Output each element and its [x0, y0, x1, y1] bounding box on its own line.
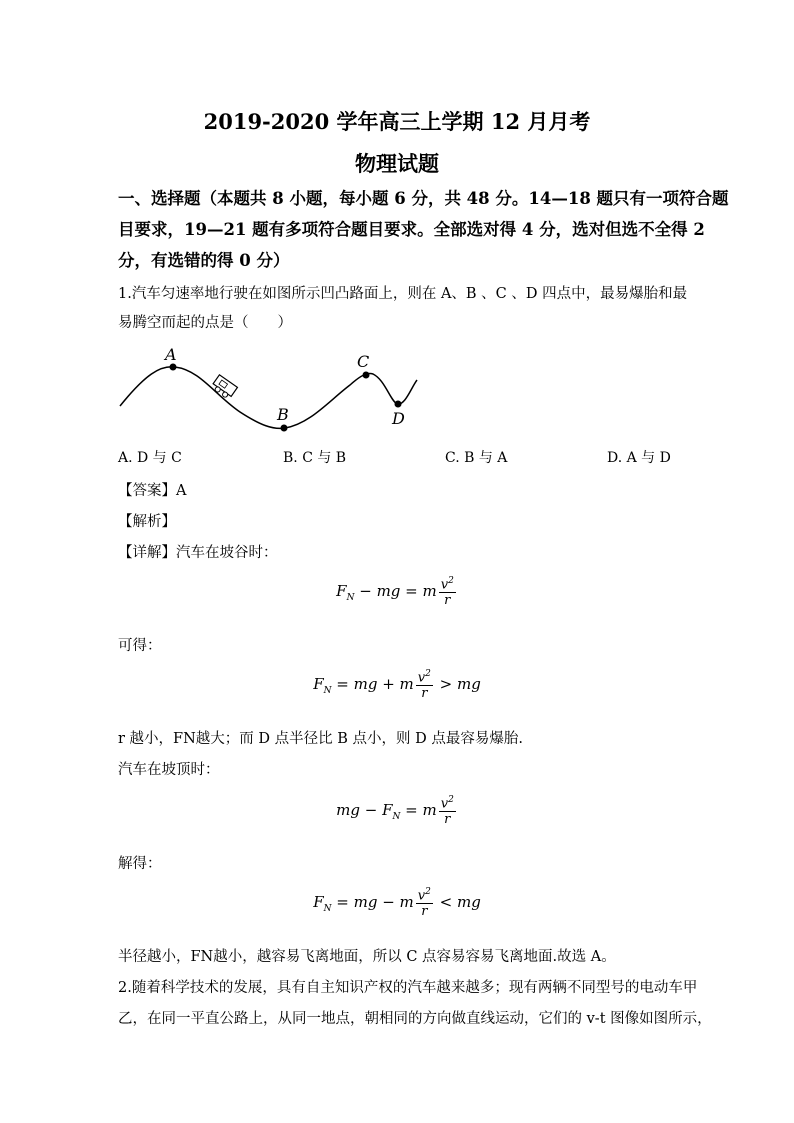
equation-4: $F_N$ = mg − m $\frac{v^2}{r}$ < mg	[313, 887, 481, 920]
page-title: 2019-2020 学年高三上学期 12 月月考	[203, 109, 591, 134]
section-heading-line-2: 目要求，19—21 题有多项符合题目要求。全部选对得 4 分，选对但选不全得 2	[118, 220, 705, 239]
q1-solve: 解得：	[118, 856, 162, 872]
q2-stem-line-1: 2.随着科学技术的发展，具有自主知识产权的汽车越来越多；现有两辆不同型号的电动车甲	[118, 980, 698, 996]
label-b: B	[277, 405, 289, 424]
point-a	[170, 364, 177, 371]
q1-stem-line-2: 易腾空而起的点是（ ）	[118, 315, 292, 331]
section-heading-line-3: 分，有选错的得 0 分）	[118, 251, 290, 270]
q1-option-d: D. A 与 D	[607, 450, 671, 466]
point-c	[363, 372, 370, 379]
q1-then: 可得：	[118, 638, 162, 654]
equation-1: $F_N$ − mg = m $\frac{v^2}{r}$	[336, 576, 454, 609]
label-a: A	[165, 345, 177, 364]
section-heading-line-1: 一、选择题（本题共 8 小题，每小题 6 分，共 48 分。14—18 题只有一项符合题	[118, 189, 729, 208]
q1-option-b: B. C 与 B	[283, 450, 347, 466]
label-d: D	[392, 409, 405, 428]
q1-road-figure	[115, 340, 425, 440]
q1-conclusion-1: r 越小，FN越大；而 D 点半径比 B 点小，则 D 点最容易爆胎.	[118, 731, 523, 747]
q1-analysis: 【解析】	[118, 514, 176, 530]
car-icon	[211, 375, 238, 400]
road-curve	[120, 367, 417, 429]
equation-2: $F_N$ = mg + m $\frac{v^2}{r}$ > mg	[313, 669, 481, 702]
q1-answer: 【答案】A	[118, 483, 187, 499]
q1-stem-line-1: 1.汽车匀速率地行驶在如图所示凹凸路面上，则在 A、B 、C 、D 四点中，最易爆胎和最	[118, 286, 688, 302]
equation-3: mg − $F_N = m$ $\frac{v^2}{r}$	[336, 795, 454, 828]
page-subtitle: 物理试题	[355, 151, 439, 176]
q1-detail: 【详解】汽车在坡谷时：	[118, 545, 278, 561]
q2-stem-line-2: 乙，在同一平直公路上，从同一地点，朝相同的方向做直线运动，它们的 v-t 图像如图所示，	[118, 1011, 712, 1027]
label-c: C	[357, 352, 370, 371]
point-b	[281, 425, 288, 432]
q1-conclusion-2: 半径越小，FN越小，越容易飞离地面，所以 C 点容易容易飞离地面.故选 A。	[118, 949, 616, 965]
q1-option-c: C. B 与 A	[445, 450, 508, 466]
q1-option-a: A. D 与 C	[118, 450, 182, 466]
q1-top-intro: 汽车在坡顶时：	[118, 762, 220, 778]
point-d	[395, 401, 402, 408]
